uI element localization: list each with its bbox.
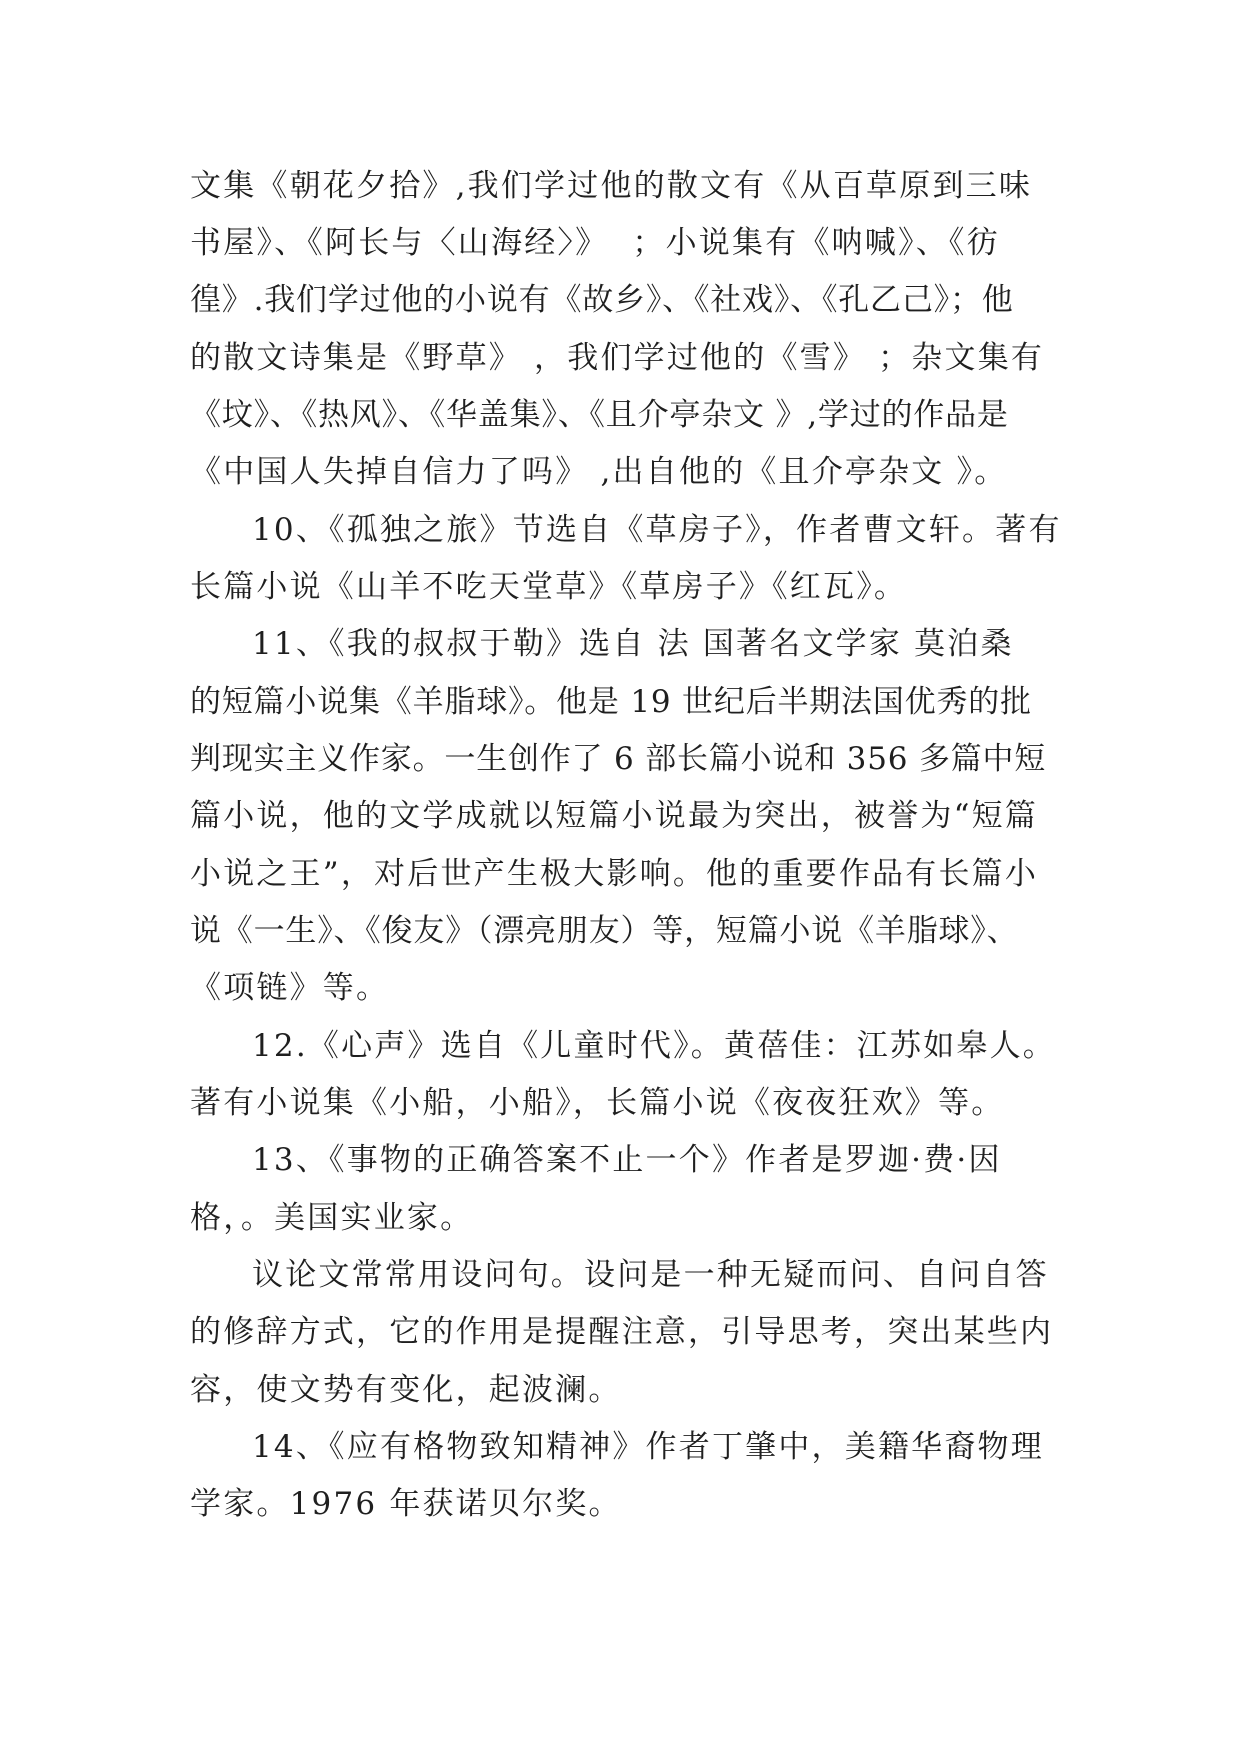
text-line-16: 12.《心声》选自《儿童时代》。黄蓓佳：江苏如皋人。 — [252, 1028, 1056, 1064]
text-line-21: 的修辞方式，它的作用是提醒注意，引导思考，突出某些内 — [190, 1314, 1054, 1350]
text-line-5: 《坟》、《热风》、《华盖集》、《且介亭杂文 》,学过的作品是 — [190, 397, 1009, 433]
text-line-22: 容，使文势有变化，起波澜。 — [190, 1372, 622, 1408]
text-line-14: 说《一生》、《俊友》（漂亮朋友）等，短篇小说《羊脂球》、 — [190, 913, 1019, 949]
text-line-9: 11、《我的叔叔于勒》选自 法 国著名文学家 莫泊桑 — [252, 626, 1014, 662]
text-line-17: 著有小说集《小船，小船》，长篇小说《夜夜狂欢》等。 — [190, 1085, 1005, 1121]
text-line-13: 小说之王”，对后世产生极大影响。他的重要作品有长篇小 — [190, 856, 1039, 892]
text-line-1: 文集《朝花夕拾》,我们学过他的散文有《从百草原到三味 — [190, 168, 1033, 204]
text-line-8: 长篇小说《山羊不吃天堂草》《草房子》《红瓦》。 — [190, 569, 908, 605]
text-line-19: 格，。美国实业家。 — [190, 1200, 474, 1236]
text-line-18: 13、《事物的正确答案不止一个》作者是罗迦·费·因 — [252, 1142, 1002, 1178]
text-line-24: 学家。1976 年获诺贝尔奖。 — [190, 1486, 622, 1522]
text-line-3: 徨》.我们学过他的小说有《故乡》、《社戏》、《孔乙己》；他 — [190, 282, 1014, 318]
text-line-12: 篇小说，他的文学成就以短篇小说最为突出，被誉为“短篇 — [190, 798, 1039, 834]
text-line-15: 《项链》等。 — [190, 970, 390, 1006]
text-line-2: 书屋》、《阿长与〈山海经〉》 ；小说集有《呐喊》、《彷 — [190, 225, 1000, 261]
text-line-7: 10、《孤独之旅》节选自《草房子》，作者曹文轩。著有 — [252, 512, 1062, 548]
text-line-11: 判现实主义作家。一生创作了 6 部长篇小说和 356 多篇中短 — [190, 741, 1047, 777]
text-line-6: 《中国人失掉自信力了吗》 ,出自他的《且介亭杂文 》。 — [190, 454, 1008, 490]
text-line-23: 14、《应有格物致知精神》作者丁肇中，美籍华裔物理 — [252, 1429, 1044, 1465]
text-line-4: 的散文诗集是《野草》 ，我们学过他的《雪》 ；杂文集有 — [190, 340, 1045, 376]
text-line-10: 的短篇小说集《羊脂球》。他是 19 世纪后半期法国优秀的批 — [190, 684, 1032, 720]
text-line-20: 议论文常常用设问句。设问是一种无疑而问、自问自答 — [252, 1257, 1049, 1293]
